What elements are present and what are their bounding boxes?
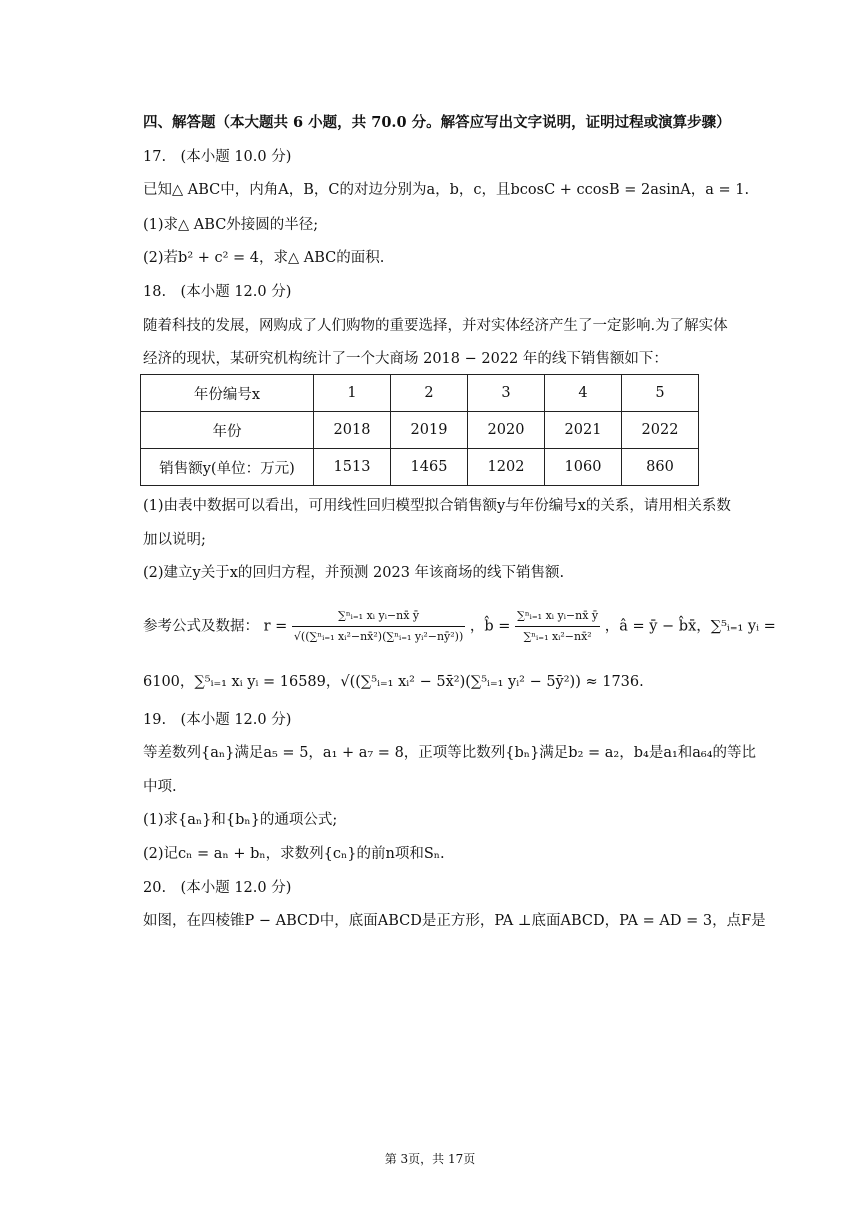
problem-19-line: (1)求{aₙ}和{bₙ}的通项公式; xyxy=(143,812,338,828)
problem-17-line: (2)若b² + c² = 4，求△ ABC的面积. xyxy=(143,250,385,266)
r-numerator: ∑ⁿᵢ₌₁ xᵢ yᵢ−nx̄ ȳ xyxy=(292,606,465,627)
problem-20-line: 如图，在四棱锥P − ABCD中，底面ABCD是正方形，PA ⊥底面ABCD，PA = AD = 3，点F是 xyxy=(143,913,766,929)
problem-18-line: 6100，∑⁵ᵢ₌₁ xᵢ yᵢ = 16589，√((∑⁵ᵢ₌₁ xᵢ² − 5x̄²)(∑⁵ᵢ₌₁ yᵢ² − 5ȳ²)) ≈ 1736. xyxy=(143,674,644,690)
table-cell: 5 xyxy=(622,375,699,412)
b-eq: ，b̂ = xyxy=(469,618,511,635)
problem-19-line: 中项. xyxy=(143,779,177,795)
b-denominator: ∑ⁿᵢ₌₁ xᵢ²−nx̄² xyxy=(523,630,592,643)
problem-17-line: (1)求△ ABC外接圆的半径; xyxy=(143,217,319,233)
table-cell: 2021 xyxy=(545,412,622,449)
table-cell: 2 xyxy=(391,375,468,412)
problem-18-line: 经济的现状，某研究机构统计了一个大商场 2018 − 2022 年的线下销售额如下： xyxy=(143,351,668,367)
b-fraction xyxy=(515,606,600,647)
problem-19-line: (2)记cₙ = aₙ + bₙ，求数列{cₙ}的前n项和Sₙ. xyxy=(143,846,445,862)
problem-19-line: 等差数列{aₙ}满足a₅ = 5，a₁ + a₇ = 8，正项等比数列{bₙ}满足b₂ = a₂，b₄是a₁和a₆₄的等比 xyxy=(143,745,757,761)
table-cell: 1465 xyxy=(391,449,468,486)
table-cell: 4 xyxy=(545,375,622,412)
table-cell: 1202 xyxy=(468,449,545,486)
table-cell: 2019 xyxy=(391,412,468,449)
problem-18-line: 加以说明; xyxy=(143,532,206,548)
section-title: 四、解答题（本大题共 6 小题，共 70.0 分。解答应写出文字说明，证明过程或演算步骤） xyxy=(143,114,731,131)
formula-tail: ，â = ȳ − b̂x̄，∑⁵ᵢ₌₁ yᵢ = xyxy=(604,618,776,635)
table-cell: 年份 xyxy=(141,412,314,449)
page-footer: 第 3页，共 17页 xyxy=(384,1152,476,1166)
table-row xyxy=(141,449,699,486)
problem-18-line: (2)建立y关于x的回归方程，并预测 2023 年该商场的线下销售额. xyxy=(143,565,565,581)
table-cell: 3 xyxy=(468,375,545,412)
problem-18-line: (1)由表中数据可以看出，可用线性回归模型拟合销售额y与年份编号x的关系，请用相关系数 xyxy=(143,498,731,514)
b-numerator: ∑ⁿᵢ₌₁ xᵢ yᵢ−nx̄ ȳ xyxy=(515,606,600,627)
sales-table xyxy=(140,374,699,486)
problem-18-header: 18. (本小题 12.0 分) xyxy=(143,284,292,300)
problem-19-header: 19. (本小题 12.0 分) xyxy=(143,712,292,728)
table-row xyxy=(141,375,699,412)
table-cell: 年份编号x xyxy=(141,375,314,412)
table-cell: 1 xyxy=(314,375,391,412)
table-cell: 销售额y(单位：万元) xyxy=(141,449,314,486)
problem-20-header: 20. (本小题 12.0 分) xyxy=(143,880,292,896)
problem-18-line: 随着科技的发展，网购成了人们购物的重要选择，并对实体经济产生了一定影响.为了解实体 xyxy=(143,318,728,334)
r-denominator: √((∑ⁿᵢ₌₁ xᵢ²−nx̄²)(∑ⁿᵢ₌₁ yᵢ²−nȳ²)) xyxy=(293,630,464,643)
table-cell: 860 xyxy=(622,449,699,486)
table-cell: 1513 xyxy=(314,449,391,486)
formula-label: 参考公式及数据： xyxy=(143,618,259,635)
table-cell: 2018 xyxy=(314,412,391,449)
r-fraction xyxy=(292,606,465,647)
problem-17-header: 17. (本小题 10.0 分) xyxy=(143,149,292,165)
table-cell: 1060 xyxy=(545,449,622,486)
r-eq: r = xyxy=(263,618,288,635)
table-cell: 2020 xyxy=(468,412,545,449)
table-cell: 2022 xyxy=(622,412,699,449)
problem-17-line: 已知△ ABC中，内角A，B，C的对边分别为a，b，c，且bcosC + ccosB = 2asinA，a = 1. xyxy=(143,182,750,198)
formula-line xyxy=(143,606,776,647)
table-row xyxy=(141,412,699,449)
